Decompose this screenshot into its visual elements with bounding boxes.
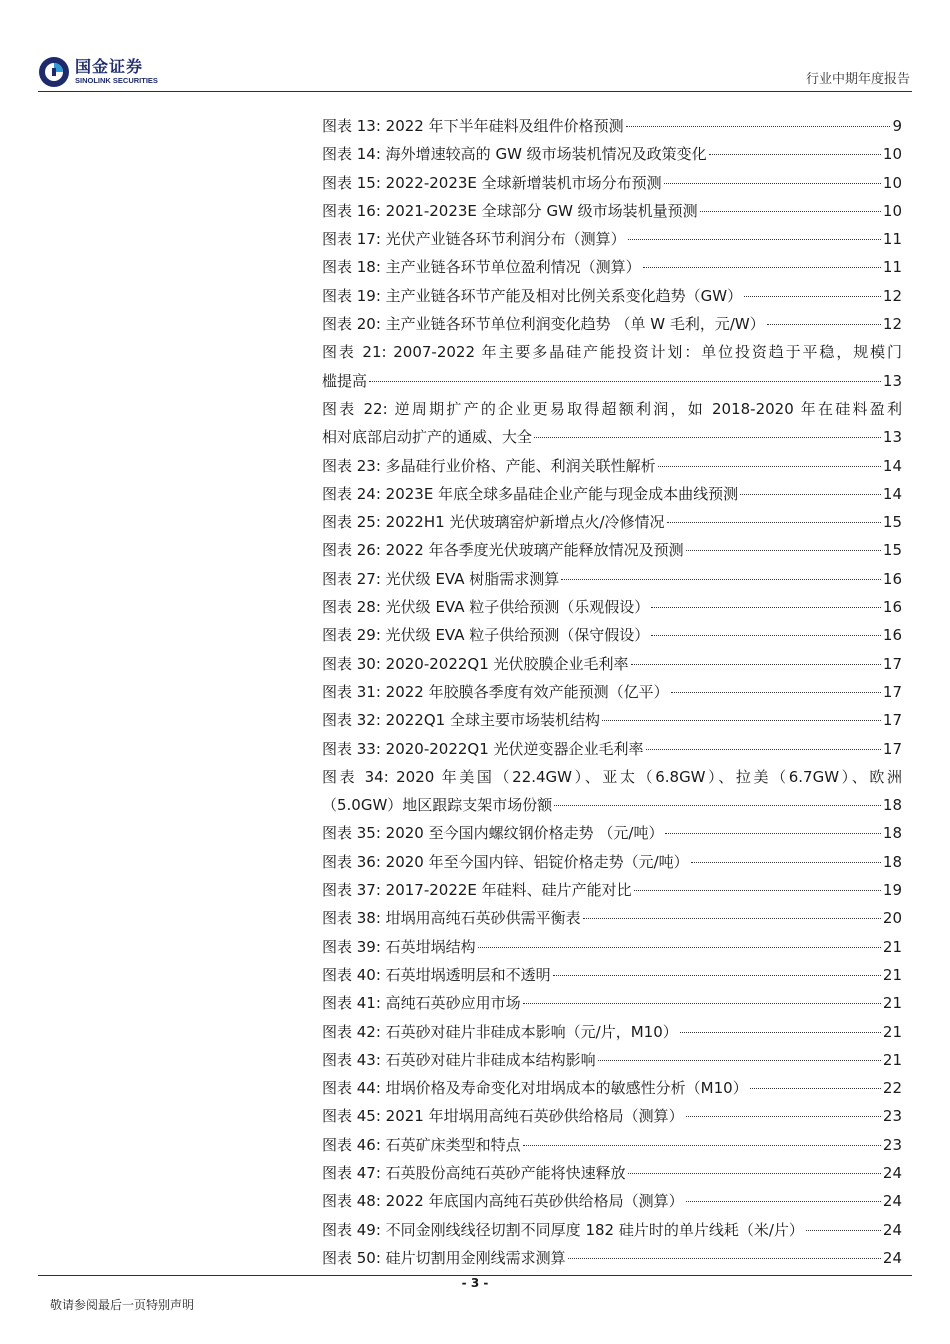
toc-entry[interactable] bbox=[322, 904, 902, 932]
toc-dot-leader bbox=[686, 550, 881, 551]
toc-entry-title: 图表 35: 2020 至今国内螺纹钢价格走势 （元/吨） bbox=[322, 824, 664, 843]
toc-dot-leader bbox=[651, 607, 881, 608]
toc-dot-leader bbox=[478, 947, 881, 948]
toc-dot-leader bbox=[665, 833, 880, 834]
toc-entry-page: 22 bbox=[882, 1079, 902, 1098]
toc-entry-title: 图表 25: 2022H1 光伏玻璃窑炉新增点火/冷修情况 bbox=[322, 513, 665, 532]
toc-entry-title: 图表 17: 光伏产业链各环节利润分布（测算） bbox=[322, 230, 626, 249]
toc-entry-title: 图表 44: 坩埚价格及寿命变化对坩埚成本的敏感性分析（M10） bbox=[322, 1079, 748, 1098]
toc-entry[interactable] bbox=[322, 678, 902, 706]
toc-entry-title: 图表 13: 2022 年下半年硅料及组件价格预测 bbox=[322, 117, 624, 135]
toc-entry-page: 19 bbox=[882, 881, 902, 900]
toc-entry-page: 17 bbox=[882, 682, 902, 701]
toc-entry-title: 图表 27: 光伏级 EVA 树脂需求测算 bbox=[322, 569, 560, 588]
toc-entry-page: 17 bbox=[882, 739, 902, 758]
toc-entry-title: 图表 24: 2023E 年底全球多晶硅企业产能与现金成本曲线预测 bbox=[322, 484, 739, 503]
toc-entry[interactable] bbox=[322, 1102, 902, 1130]
toc-entry[interactable] bbox=[322, 593, 902, 621]
toc-dot-leader bbox=[671, 692, 881, 693]
toc-entry[interactable] bbox=[322, 989, 902, 1017]
toc-entry-page: 10 bbox=[882, 173, 902, 192]
toc-entry[interactable] bbox=[322, 225, 902, 253]
toc-entry-title: 图表 47: 石英股份高纯石英砂产能将快速释放 bbox=[322, 1163, 626, 1182]
toc-entry-page: 24 bbox=[882, 1163, 902, 1182]
logo-chinese-name: 国金证券 bbox=[75, 57, 144, 77]
toc-entry-title: 图表 29: 光伏级 EVA 粒子供给预测（保守假设） bbox=[322, 626, 650, 645]
toc-entry-title: 图表 30: 2020-2022Q1 光伏胶膜企业毛利率 bbox=[322, 654, 629, 673]
toc-entry-page: 18 bbox=[882, 824, 902, 843]
toc-entry[interactable] bbox=[322, 735, 902, 763]
toc-entry[interactable] bbox=[322, 1159, 902, 1187]
toc-entry-title: （5.0GW）地区跟踪支架市场份额 bbox=[322, 796, 553, 815]
toc-entry-page: 16 bbox=[882, 626, 902, 645]
toc-entry-page: 9 bbox=[892, 117, 902, 135]
toc-entry[interactable] bbox=[322, 706, 902, 734]
toc-entry-page: 24 bbox=[882, 1192, 902, 1211]
toc-dot-leader bbox=[598, 1060, 881, 1061]
toc-entry-page: 12 bbox=[882, 286, 902, 305]
toc-entry[interactable] bbox=[322, 1187, 902, 1215]
toc-entry[interactable] bbox=[322, 112, 902, 140]
toc-entry-title: 图表 40: 石英坩埚透明层和不透明 bbox=[322, 965, 551, 984]
toc-entry[interactable] bbox=[322, 819, 902, 847]
toc-entry-title: 图表 50: 硅片切割用金刚线需求测算 bbox=[322, 1248, 566, 1267]
toc-entry[interactable] bbox=[322, 621, 902, 649]
toc-dot-leader bbox=[667, 522, 881, 523]
toc-dot-leader bbox=[631, 664, 881, 665]
toc-entry-title: 图表 28: 光伏级 EVA 粒子供给预测（乐观假设） bbox=[322, 598, 650, 617]
toc-entry-page: 17 bbox=[882, 711, 902, 730]
toc-entry-page: 11 bbox=[882, 230, 902, 249]
toc-entry-page: 21 bbox=[882, 1022, 902, 1041]
toc-entry-title: 图表 45: 2021 年坩埚用高纯石英砂供给格局（测算） bbox=[322, 1107, 684, 1126]
toc-dot-leader bbox=[658, 466, 881, 467]
toc-dot-leader bbox=[534, 437, 881, 438]
toc-entry[interactable] bbox=[322, 1018, 902, 1046]
toc-entry[interactable] bbox=[322, 848, 902, 876]
toc-entry-title: 图表 46: 石英矿床类型和特点 bbox=[322, 1135, 521, 1154]
toc-dot-leader bbox=[680, 1032, 881, 1033]
toc-entry-title-line1: 图表 22: 逆周期扩产的企业更易取得超额利润，如 2018-2020 年在硅料盈利 bbox=[322, 399, 902, 418]
toc-entry[interactable] bbox=[322, 961, 902, 989]
toc-dot-leader bbox=[700, 211, 881, 212]
toc-entry[interactable] bbox=[322, 338, 902, 395]
toc-dot-leader bbox=[643, 267, 881, 268]
toc-entry-page: 20 bbox=[882, 909, 902, 928]
toc-entry-page: 13 bbox=[882, 371, 902, 390]
toc-dot-leader bbox=[651, 635, 881, 636]
toc-entry-title: 图表 14: 海外增速较高的 GW 级市场装机情况及政策变化 bbox=[322, 145, 707, 164]
toc-entry[interactable] bbox=[322, 452, 902, 480]
toc-entry-title-line1: 图表 34: 2020 年美国（22.4GW）、亚太（6.8GW）、拉美（6.7GW）、欧洲 bbox=[322, 767, 902, 786]
toc-entry-title: 图表 48: 2022 年底国内高纯石英砂供给格局（测算） bbox=[322, 1192, 684, 1211]
toc-entry[interactable] bbox=[322, 1216, 902, 1244]
toc-entry-title: 图表 41: 高纯石英砂应用市场 bbox=[322, 994, 521, 1013]
toc-entry-page: 21 bbox=[882, 937, 902, 956]
footer-disclaimer: 敬请参阅最后一页特别声明 bbox=[50, 1298, 195, 1312]
toc-entry-page: 16 bbox=[882, 569, 902, 588]
toc-dot-leader bbox=[628, 1173, 881, 1174]
toc-entry-title: 图表 18: 主产业链各环节单位盈利情况（测算） bbox=[322, 258, 641, 277]
toc-entry[interactable] bbox=[322, 933, 902, 961]
toc-dot-leader bbox=[568, 1258, 881, 1259]
toc-entry-title: 图表 33: 2020-2022Q1 光伏逆变器企业毛利率 bbox=[322, 739, 644, 758]
toc-entry[interactable] bbox=[322, 508, 902, 536]
toc-dot-leader bbox=[369, 381, 881, 382]
toc-entry[interactable] bbox=[322, 253, 902, 281]
toc-entry-page: 12 bbox=[882, 315, 902, 334]
toc-dot-leader bbox=[626, 126, 891, 127]
toc-entry[interactable] bbox=[322, 650, 902, 678]
toc-entry-title: 图表 36: 2020 年至今国内锌、铝锭价格走势（元/吨） bbox=[322, 852, 689, 871]
toc-entry[interactable] bbox=[322, 282, 902, 310]
toc-entry-title: 图表 19: 主产业链各环节产能及相对比例关系变化趋势（GW） bbox=[322, 286, 743, 305]
table-of-figures bbox=[322, 112, 902, 1272]
toc-entry-title: 图表 39: 石英坩埚结构 bbox=[322, 937, 476, 956]
toc-dot-leader bbox=[553, 975, 881, 976]
toc-entry-title: 图表 37: 2017-2022E 年硅料、硅片产能对比 bbox=[322, 881, 632, 900]
toc-entry[interactable] bbox=[322, 1244, 902, 1272]
toc-entry-page: 13 bbox=[882, 428, 902, 447]
toc-dot-leader bbox=[744, 296, 881, 297]
toc-entry-page: 23 bbox=[882, 1107, 902, 1126]
toc-entry-page: 21 bbox=[882, 994, 902, 1013]
toc-entry-title: 图表 31: 2022 年胶膜各季度有效产能预测（亿平） bbox=[322, 682, 669, 701]
toc-entry-title: 槛提高 bbox=[322, 371, 368, 390]
report-type-label: 行业中期年度报告 bbox=[805, 72, 910, 87]
toc-entry-title: 图表 23: 多晶硅行业价格、产能、利润关联性解析 bbox=[322, 456, 656, 475]
toc-dot-leader bbox=[709, 154, 881, 155]
toc-entry[interactable] bbox=[322, 480, 902, 508]
toc-entry-title: 图表 43: 石英砂对硅片非硅成本结构影响 bbox=[322, 1050, 596, 1069]
toc-entry-page: 21 bbox=[882, 965, 902, 984]
header-divider bbox=[38, 91, 912, 92]
toc-entry[interactable] bbox=[322, 169, 902, 197]
toc-entry[interactable] bbox=[322, 565, 902, 593]
toc-entry[interactable] bbox=[322, 310, 902, 338]
logo-english-name: SINOLINK SECURITIES bbox=[75, 76, 158, 86]
toc-dot-leader bbox=[750, 1088, 881, 1089]
toc-entry-title: 图表 26: 2022 年各季度光伏玻璃产能释放情况及预测 bbox=[322, 541, 684, 560]
toc-entry-page: 24 bbox=[882, 1220, 902, 1239]
toc-entry[interactable] bbox=[322, 1046, 902, 1074]
toc-entry-title: 图表 32: 2022Q1 全球主要市场装机结构 bbox=[322, 711, 600, 730]
toc-dot-leader bbox=[523, 1145, 881, 1146]
toc-entry-title: 图表 42: 石英砂对硅片非硅成本影响（元/片，M10） bbox=[322, 1022, 678, 1041]
toc-entry-page: 24 bbox=[882, 1248, 902, 1267]
toc-dot-leader bbox=[691, 862, 881, 863]
toc-dot-leader bbox=[767, 324, 881, 325]
toc-entry[interactable] bbox=[322, 1074, 902, 1102]
toc-entry-page: 10 bbox=[882, 201, 902, 220]
toc-entry-page: 21 bbox=[882, 1050, 902, 1069]
toc-entry[interactable] bbox=[322, 536, 902, 564]
company-logo bbox=[38, 54, 158, 90]
toc-entry-title: 图表 49: 不同金刚线线径切割不同厚度 182 硅片时的单片线耗（米/片） bbox=[322, 1220, 804, 1239]
toc-dot-leader bbox=[628, 239, 881, 240]
toc-entry-page: 14 bbox=[882, 484, 902, 503]
toc-dot-leader bbox=[583, 918, 881, 919]
toc-entry[interactable] bbox=[322, 140, 902, 168]
page-header bbox=[38, 54, 912, 90]
toc-dot-leader bbox=[634, 890, 881, 891]
toc-entry-page: 23 bbox=[882, 1135, 902, 1154]
toc-entry[interactable] bbox=[322, 197, 902, 225]
toc-entry-page: 15 bbox=[882, 541, 902, 560]
toc-entry[interactable] bbox=[322, 395, 902, 452]
toc-entry-title: 相对底部启动扩产的通威、大全 bbox=[322, 428, 533, 447]
toc-entry[interactable] bbox=[322, 1131, 902, 1159]
toc-dot-leader bbox=[561, 579, 881, 580]
toc-dot-leader bbox=[523, 1003, 881, 1004]
toc-dot-leader bbox=[686, 1116, 881, 1117]
toc-entry-page: 10 bbox=[882, 145, 902, 164]
toc-dot-leader bbox=[806, 1230, 881, 1231]
toc-entry-title: 图表 38: 坩埚用高纯石英砂供需平衡表 bbox=[322, 909, 581, 928]
toc-entry[interactable] bbox=[322, 876, 902, 904]
toc-entry-page: 16 bbox=[882, 598, 902, 617]
toc-entry-title: 图表 16: 2021-2023E 全球部分 GW 级市场装机量预测 bbox=[322, 201, 698, 220]
toc-dot-leader bbox=[554, 805, 881, 806]
toc-dot-leader bbox=[646, 749, 881, 750]
toc-dot-leader bbox=[686, 1201, 881, 1202]
toc-entry-title: 图表 15: 2022-2023E 全球新增装机市场分布预测 bbox=[322, 173, 662, 192]
toc-dot-leader bbox=[664, 183, 881, 184]
toc-entry-page: 11 bbox=[882, 258, 902, 277]
toc-entry-title: 图表 20: 主产业链各环节单位利润变化趋势 （单 W 毛利，元/W） bbox=[322, 315, 765, 334]
sinolink-logo-icon bbox=[38, 56, 70, 88]
page-number: - 3 - bbox=[461, 1276, 489, 1290]
toc-entry-title-line1: 图表 21: 2007-2022 年主要多晶硅产能投资计划：单位投资趋于平稳，规模门 bbox=[322, 343, 902, 362]
toc-dot-leader bbox=[740, 494, 881, 495]
toc-entry-page: 17 bbox=[882, 654, 902, 673]
toc-entry-page: 14 bbox=[882, 456, 902, 475]
toc-entry-page: 15 bbox=[882, 513, 902, 532]
toc-entry-page: 18 bbox=[882, 796, 902, 815]
toc-entry[interactable] bbox=[322, 763, 902, 820]
toc-dot-leader bbox=[602, 720, 881, 721]
toc-entry-page: 18 bbox=[882, 852, 902, 871]
